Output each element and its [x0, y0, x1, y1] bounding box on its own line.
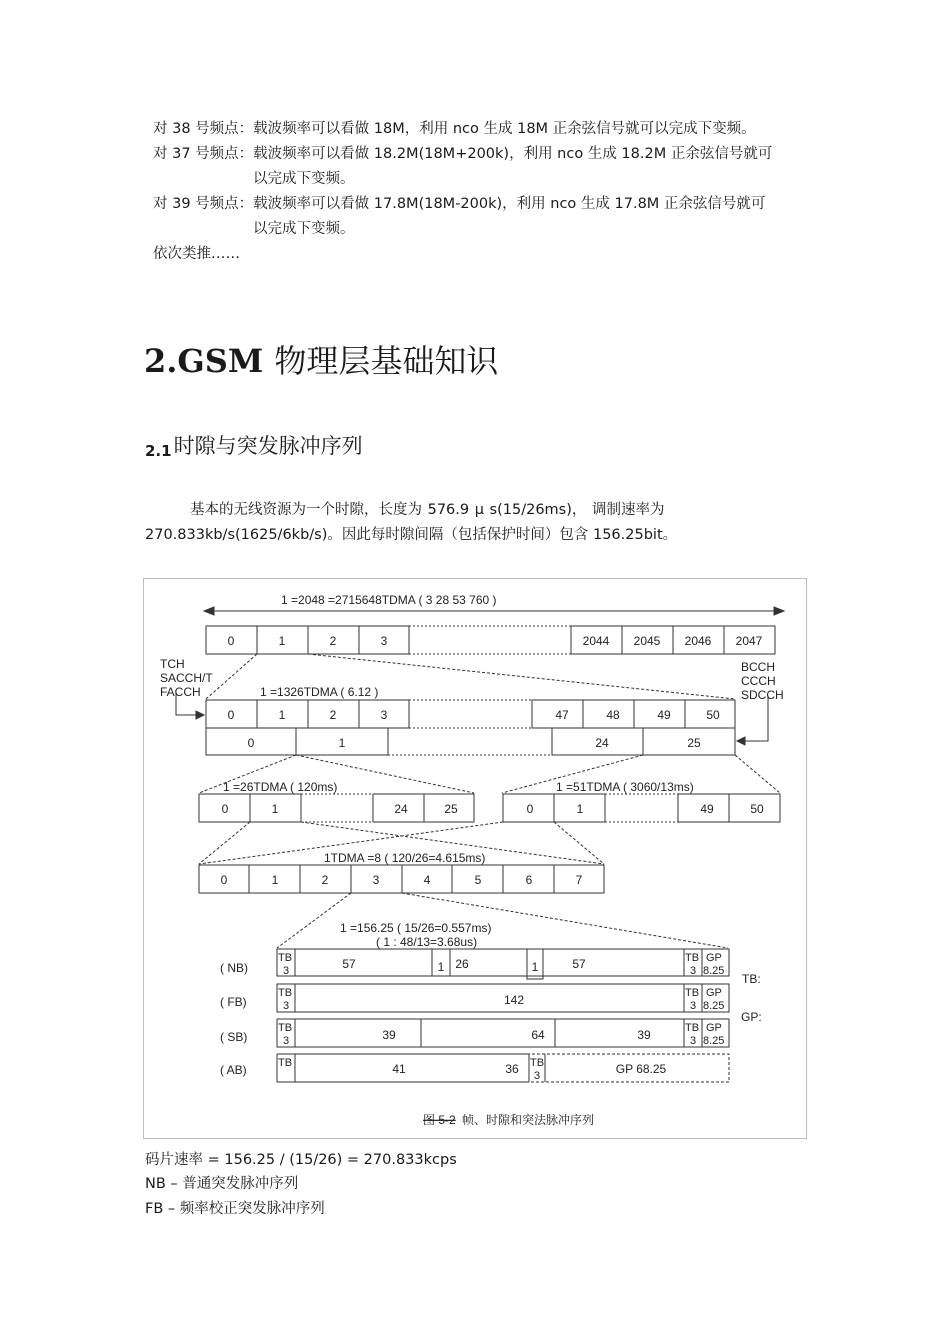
body-line-2: 270.833kb/s(1625/6kb/s)。因此每时隙间隔（包括保护时间）包含 156.25bit。: [145, 527, 678, 543]
nb-data-1: 57: [342, 957, 356, 971]
tdma-frame-cell: 0: [220, 873, 228, 887]
subsection-heading: [145, 430, 363, 460]
timeslot-label-1: 1 =156.25 ( 15/26=0.557ms): [340, 921, 492, 935]
sb-data-1: 39: [382, 1028, 396, 1042]
sb-tb2: TB: [685, 1022, 700, 1034]
sb-tb: TB: [278, 1022, 293, 1034]
hyperframe-cell: 2045: [633, 634, 661, 648]
tdma-frame-label: 1TDMA =8 ( 120/26=4.615ms): [324, 851, 486, 865]
tdma-frame-cell: 1: [271, 873, 279, 887]
left-channel-label: SACCH/T: [160, 671, 213, 685]
intro-line-4: 对 39 号频点：载波频率可以看做 17.8M(18M-200k)，利用 nco 生成 17.8M 正余弦信号就可: [153, 196, 766, 212]
tdma-frame-cell: 7: [575, 873, 583, 887]
nb-training: 26: [455, 957, 469, 971]
frame-structure-diagram: [144, 579, 808, 1140]
left-channel-label: FACCH: [160, 685, 201, 699]
tdma-frame-cell: 4: [423, 873, 431, 887]
multiframe51-cell: 50: [750, 802, 764, 816]
hyperframe-label: 1 =2048 =2715648TDMA ( 3 28 53 760 ): [281, 593, 497, 607]
body-line-1: 基本的无线资源为一个时隙，长度为 576.9 μ s(15/26ms)， 调制速率为: [190, 502, 665, 518]
ab-guard-period: GP 68.25: [615, 1062, 667, 1076]
superframe-b-cell: 0: [247, 736, 255, 750]
intro-line-5: 以完成下变频。: [253, 221, 355, 237]
tdma-frame-cell: 5: [474, 873, 482, 887]
multiframe51-label: 1 =51TDMA ( 3060/13ms): [556, 780, 694, 794]
ab-label: ( AB): [220, 1063, 247, 1077]
legend-gp: GP:: [741, 1010, 762, 1024]
nb-tb2-val: 3: [690, 965, 697, 977]
ab-sync-seq: 41: [392, 1062, 406, 1076]
nb-label: ( NB): [220, 961, 248, 975]
legend-tb: TB:: [742, 972, 761, 986]
superframe-a-cell: 2: [329, 708, 337, 722]
ab-tb: TB: [278, 1057, 293, 1069]
superframe-b-cell: 25: [687, 736, 701, 750]
multiframe26-cell: 25: [444, 802, 458, 816]
superframe-a-cell: 49: [657, 708, 671, 722]
arrow-left-icon: [204, 607, 214, 615]
nb-tb: TB: [278, 952, 293, 964]
intro-line-6: 依次类推……: [153, 246, 240, 262]
right-channel-label: BCCH: [741, 660, 776, 674]
superframe-a-cell: 47: [555, 708, 569, 722]
nb-steal-2: 1: [531, 960, 539, 974]
sb-data-2: 39: [637, 1028, 651, 1042]
superframe-b-cell: 24: [595, 736, 609, 750]
figure-caption-number: 图 5-2: [423, 1113, 456, 1127]
intro-line-1: 对 38 号频点：载波频率可以看做 18M，利用 nco 生成 18M 正余弦信号就可以完成下变频。: [153, 121, 756, 137]
nb-steal-1: 1: [437, 960, 445, 974]
superframe-a-cell: 1: [278, 708, 286, 722]
arrow-left-icon: [737, 737, 745, 745]
multiframe26-cell: 1: [271, 802, 279, 816]
tdma-frame-cell: 6: [525, 873, 533, 887]
nb-definition: NB – 普通突发脉冲序列: [145, 1176, 299, 1192]
sb-label: ( SB): [220, 1030, 248, 1044]
superframe-a-cell: 0: [227, 708, 235, 722]
sb-burst-block: [277, 1019, 729, 1047]
superframe-a-cell: 50: [706, 708, 720, 722]
multiframe51-cell: 1: [576, 802, 584, 816]
fb-tb2: TB: [685, 987, 700, 999]
subsection-number: 2.1: [145, 442, 172, 460]
nb-gp: GP: [706, 952, 722, 964]
left-channel-label: TCH: [160, 657, 185, 671]
subsection-title: 时隙与突发脉冲序列: [173, 434, 363, 458]
ab-tb2: TB: [530, 1057, 545, 1069]
sb-sync-seq: 64: [531, 1028, 545, 1042]
sb-tb2-val: 3: [690, 1035, 697, 1047]
fb-definition: FB – 频率校正突发脉冲序列: [145, 1201, 325, 1217]
fb-label: ( FB): [220, 995, 247, 1009]
hyperframe-cell: 2047: [735, 634, 763, 648]
superframe-label: 1 =1326TDMA ( 6.12 ): [260, 685, 379, 699]
hyperframe-cell: 2046: [684, 634, 712, 648]
hyperframe-cell: 2: [329, 634, 337, 648]
fb-fixed-bits: 142: [503, 993, 525, 1007]
nb-tb2: TB: [685, 952, 700, 964]
intro-line-2: 对 37 号频点：载波频率可以看做 18.2M(18M+200k)，利用 nco 生成 18.2M 正余弦信号就可: [153, 146, 773, 162]
superframe-a-cell: 3: [380, 708, 388, 722]
superframe-b-left-block: [206, 728, 388, 755]
nb-tb-val: 3: [283, 965, 290, 977]
multiframe51-cell: 49: [700, 802, 714, 816]
tdma-frame-cell: 3: [372, 873, 380, 887]
sb-gp-val: 8.25: [703, 1035, 725, 1047]
sb-tb-val: 3: [283, 1035, 290, 1047]
hyperframe-cell: 1: [278, 634, 286, 648]
section-heading-prefix: 2.GSM: [144, 342, 264, 380]
section-heading-text: 物理层基础知识: [274, 342, 499, 380]
sb-gp: GP: [706, 1022, 722, 1034]
nb-gp-val: 8.25: [703, 965, 725, 977]
timeslot-label-2: ( 1 : 48/13=3.68us): [376, 935, 478, 949]
hyperframe-cell: 3: [380, 634, 388, 648]
hyperframe-cell: 2044: [582, 634, 610, 648]
frame-structure-figure: [143, 578, 807, 1139]
fb-gp: GP: [706, 987, 722, 999]
ab-tb2-val: 3: [534, 1070, 541, 1082]
ab-data: 36: [505, 1062, 519, 1076]
figure-caption: 帧、时隙和突法脉冲序列: [462, 1113, 595, 1127]
right-channel-label: SDCCH: [741, 688, 784, 702]
section-heading: [144, 336, 498, 382]
fb-gp-val: 8.25: [703, 1000, 725, 1012]
hyperframe-cell: 0: [227, 634, 235, 648]
arrow-right-icon: [774, 607, 784, 615]
right-channel-label: CCCH: [741, 674, 776, 688]
nb-data-2: 57: [572, 957, 586, 971]
fb-tb: TB: [278, 987, 293, 999]
tdma-frame-cell: 2: [321, 873, 329, 887]
multiframe26-cell: 24: [394, 802, 408, 816]
intro-line-3: 以完成下变频。: [253, 171, 355, 187]
multiframe26-label: 1 =26TDMA ( 120ms): [223, 780, 338, 794]
superframe-a-cell: 48: [606, 708, 620, 722]
superframe-b-cell: 1: [338, 736, 346, 750]
fb-tb-val: 3: [283, 1000, 290, 1012]
arrow-right-icon: [196, 711, 204, 719]
fb-tb2-val: 3: [690, 1000, 697, 1012]
multiframe51-cell: 0: [526, 802, 534, 816]
multiframe26-cell: 0: [221, 802, 229, 816]
chip-rate-line: 码片速率 = 156.25 / (15/26) = 270.833kcps: [145, 1152, 457, 1168]
